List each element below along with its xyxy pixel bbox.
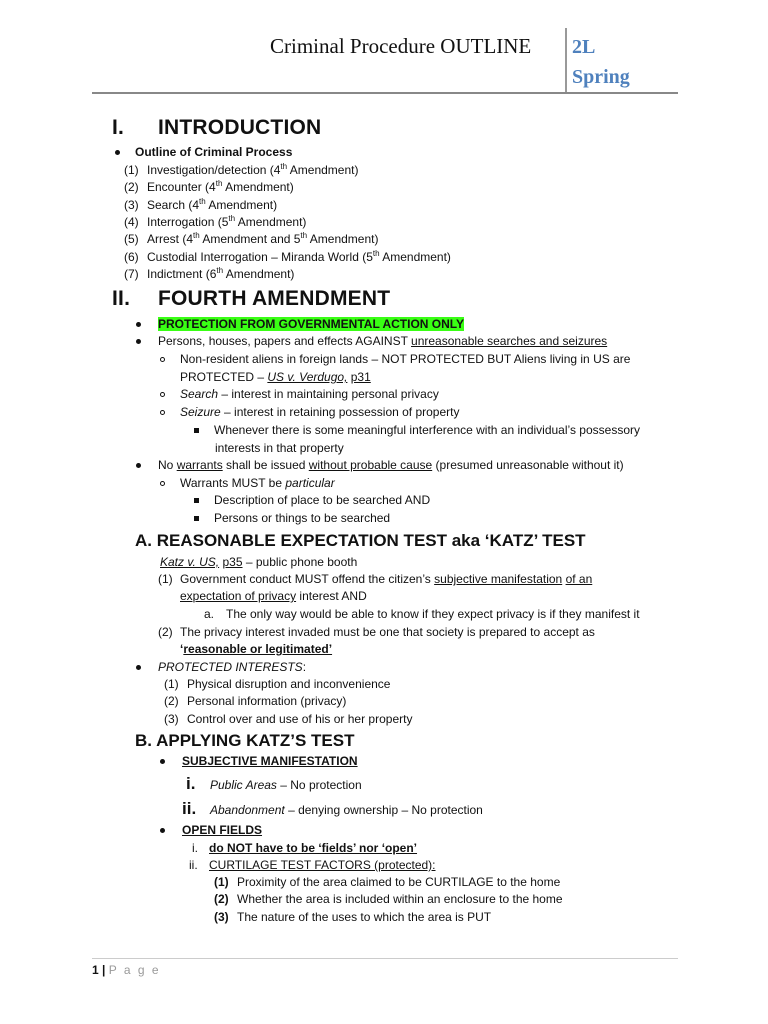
sub-bullet-seizure xyxy=(160,404,460,421)
item-number: (6) xyxy=(124,249,139,264)
square-bullet-icon xyxy=(194,498,199,503)
open-fields-item-1 xyxy=(192,840,417,857)
text: – public phone booth xyxy=(242,555,358,569)
underlined-text: without probable cause xyxy=(308,458,433,472)
item-number: (7) xyxy=(124,266,139,281)
katz-prong-2 xyxy=(158,624,595,641)
section-heading-introduction xyxy=(112,116,321,140)
text: PROTECTED – xyxy=(180,370,268,384)
ordinal-suffix: th xyxy=(199,196,206,206)
bullet-icon xyxy=(136,339,141,344)
bullet-text: Outline of Criminal Process xyxy=(135,145,293,159)
ordinal-suffix: th xyxy=(215,179,223,189)
item-number: (2) xyxy=(124,180,139,195)
section-number: I. xyxy=(112,116,125,139)
item-number: (3) xyxy=(214,909,229,924)
bullet-outline xyxy=(115,144,292,161)
process-list-item xyxy=(124,266,294,283)
bullet-subjective-manifestation xyxy=(160,753,358,770)
item-number: (2) xyxy=(214,892,229,907)
underlined-text: unreasonable searches and seizures xyxy=(411,334,608,348)
term: particular xyxy=(285,476,335,490)
curtilage-factor-item xyxy=(214,891,563,908)
bullet-icon xyxy=(115,150,120,155)
process-list-item xyxy=(124,197,277,214)
text: Persons, houses, papers and effects AGAINST xyxy=(158,334,412,348)
item-number: (1) xyxy=(158,572,173,586)
definition: – interest in maintaining personal privacy xyxy=(218,387,439,401)
underlined-text: CURTILAGE TEST FACTORS (protected): xyxy=(209,858,436,872)
section-title: FOURTH AMENDMENT xyxy=(158,287,391,310)
ordinal-suffix: th xyxy=(228,213,236,223)
header-separator xyxy=(565,28,567,92)
text: The only way would be able to know if they expect privacy is if they manifest it xyxy=(226,607,640,621)
curtilage-factor-item xyxy=(214,874,560,891)
sub-sub-bullet-description xyxy=(194,492,430,509)
underlined-text: OPEN FIELDS xyxy=(182,823,263,837)
item-text: Amendment) xyxy=(223,266,295,281)
text: The privacy interest invaded must be one that society is prepared to accept as xyxy=(180,625,595,639)
protected-interest-item xyxy=(164,711,412,728)
section-title: INTRODUCTION xyxy=(158,116,322,139)
item-text: Custodial Interrogation – Miranda World (5 xyxy=(147,249,373,264)
bullet-icon xyxy=(136,322,141,327)
item-text: Amendment) xyxy=(287,163,359,177)
page-footer xyxy=(92,963,161,977)
page-number: 1 xyxy=(92,963,99,977)
text: Description of place to be searched AND xyxy=(214,493,431,507)
footer-separator: | xyxy=(102,963,106,977)
item-text: Control over and use of his or her property xyxy=(187,711,413,726)
text: Non-resident aliens in foreign lands – NOT PROTECTED BUT Aliens living in US are xyxy=(180,352,631,366)
item-text: Indictment (6 xyxy=(147,266,217,281)
header-year: 2L xyxy=(572,36,596,58)
open-fields-item-2 xyxy=(189,857,436,874)
bullet-protection xyxy=(136,316,464,333)
text: (presumed unreasonable without it) xyxy=(432,458,624,472)
header-term xyxy=(572,32,630,92)
page-label: P a g e xyxy=(108,963,161,977)
item-text: Whether the area is included within an enclosure to the home xyxy=(237,892,563,907)
term: Abandonment xyxy=(210,803,285,817)
circle-bullet-icon xyxy=(160,410,165,415)
case-name: US v. Verdugo, xyxy=(267,370,348,384)
bullet-icon xyxy=(136,665,141,670)
ordinal-suffix: th xyxy=(280,162,288,171)
bullet-warrants xyxy=(136,457,624,474)
underlined-text: reasonable or legitimated’ xyxy=(183,642,333,656)
item-text: Amendment) xyxy=(205,197,278,212)
header-semester: Spring xyxy=(572,66,630,88)
underlined-text: subjective manifestation xyxy=(434,572,563,586)
item-text: Investigation/detection (4 xyxy=(147,163,281,177)
sub-sub-bullet-whenever xyxy=(194,422,640,439)
bullet-protected-interests xyxy=(136,659,306,676)
case-page: p31 xyxy=(350,370,371,384)
sub-sub-bullet-persons-things xyxy=(194,510,390,527)
item-text: Arrest (4 xyxy=(147,232,194,247)
term: Public Areas xyxy=(210,778,277,792)
aliens-continued xyxy=(180,369,371,386)
item-text: Amendment) xyxy=(235,214,307,229)
item-text: Amendment) xyxy=(222,180,294,195)
bullet-persons xyxy=(136,333,607,350)
item-number: a. xyxy=(204,607,215,621)
process-list-item xyxy=(124,179,294,196)
definition: – denying ownership – No protection xyxy=(284,803,483,817)
item-number: (2) xyxy=(158,625,173,639)
katz-prong-1 xyxy=(158,571,592,588)
square-bullet-icon xyxy=(194,516,199,521)
sub-bullet-aliens xyxy=(160,351,630,368)
square-bullet-icon xyxy=(194,428,199,433)
section-heading-fourth-amendment xyxy=(112,287,390,311)
text: shall be issued xyxy=(222,458,309,472)
underlined-text: warrants xyxy=(176,458,223,472)
item-text: Search (4 xyxy=(147,197,200,212)
term: Search xyxy=(180,387,219,401)
curtilage-factor-item xyxy=(214,909,491,926)
katz-prong-2-continued xyxy=(180,641,332,658)
abandonment-item xyxy=(182,800,483,819)
section-number: II. xyxy=(112,287,131,310)
circle-bullet-icon xyxy=(160,481,165,486)
katz-case xyxy=(160,554,357,571)
item-number: (1) xyxy=(124,163,139,177)
item-text: Amendment and 5 xyxy=(199,232,301,247)
underlined-text: SUBJECTIVE MANIFESTATION xyxy=(182,754,358,768)
item-number: (5) xyxy=(124,232,139,247)
term: PROTECTED INTERESTS xyxy=(158,660,303,674)
item-number: (4) xyxy=(124,214,139,229)
text: interest AND xyxy=(296,589,367,603)
bullet-icon xyxy=(160,828,165,833)
text: Warrants MUST be xyxy=(180,476,286,490)
text: Persons or things to be searched xyxy=(214,511,391,525)
underlined-text: of an xyxy=(565,572,593,586)
bullet-open-fields xyxy=(160,822,262,839)
text: Whenever there is some meaningful interference with an individual’s possessory xyxy=(214,423,640,437)
item-number: ii. xyxy=(189,858,198,872)
subsection-heading-katz: A. REASONABLE EXPECTATION TEST aka ‘KATZ’ TEST xyxy=(135,531,586,550)
subsection-heading-applying-katz: B. APPLYING KATZ’S TEST xyxy=(135,731,355,750)
definition: – interest in retaining possession of property xyxy=(220,405,460,419)
ordinal-suffix: th xyxy=(300,231,308,241)
document-title: Criminal Procedure OUTLINE xyxy=(270,34,532,58)
item-number: (1) xyxy=(164,677,179,691)
process-list-item xyxy=(124,162,358,179)
item-number: (1) xyxy=(214,875,229,889)
ordinal-suffix: th xyxy=(216,265,224,275)
item-number: (3) xyxy=(124,197,139,212)
header-rule xyxy=(92,92,678,94)
public-areas-item xyxy=(186,775,362,794)
term: Seizure xyxy=(180,405,221,419)
item-text: Encounter (4 xyxy=(147,180,216,195)
circle-bullet-icon xyxy=(160,357,165,362)
item-text: Interrogation (5 xyxy=(147,214,229,229)
katz-prong-1-sub xyxy=(204,606,640,623)
item-text: Personal information (privacy) xyxy=(187,694,347,709)
sub-bullet-search xyxy=(160,386,439,403)
footer-rule xyxy=(92,958,678,959)
bullet-icon xyxy=(160,759,165,764)
process-list-item xyxy=(124,214,306,231)
circle-bullet-icon xyxy=(160,392,165,397)
item-text: The nature of the uses to which the area is PUT xyxy=(237,909,492,924)
item-number: i. xyxy=(186,774,196,793)
process-list-item xyxy=(124,231,378,248)
whenever-continued: interests in that property xyxy=(215,441,344,455)
item-number: i. xyxy=(192,841,198,855)
item-text: Amendment) xyxy=(307,232,379,247)
ordinal-suffix: th xyxy=(193,231,200,241)
text: : xyxy=(302,660,307,674)
protected-interest-item xyxy=(164,676,390,693)
text: Government conduct MUST offend the citizen’s xyxy=(180,572,435,586)
item-text: Physical disruption and inconvenience xyxy=(187,677,391,691)
bullet-icon xyxy=(136,463,141,468)
process-list-item xyxy=(124,249,451,266)
item-number: ii. xyxy=(182,799,197,818)
item-text: Amendment) xyxy=(379,249,451,264)
definition: – No protection xyxy=(276,778,362,792)
case-page: p35 xyxy=(222,555,243,569)
underlined-text: expectation of privacy xyxy=(180,589,297,603)
sub-bullet-particular xyxy=(160,475,335,492)
item-number: (2) xyxy=(164,694,179,709)
underlined-text: do NOT have to be ‘fields’ nor ‘open’ xyxy=(209,841,418,855)
highlighted-text: PROTECTION FROM GOVERNMENTAL ACTION ONLY xyxy=(158,317,465,331)
item-text: Proximity of the area claimed to be CURTILAGE to the home xyxy=(237,875,561,889)
ordinal-suffix: th xyxy=(372,248,380,258)
item-number: (3) xyxy=(164,711,179,726)
protected-interest-item xyxy=(164,693,346,710)
text: ‘ xyxy=(180,642,184,656)
case-name: Katz v. US, xyxy=(160,555,220,569)
katz-prong-1-continued xyxy=(180,588,367,605)
text: No xyxy=(158,458,177,472)
